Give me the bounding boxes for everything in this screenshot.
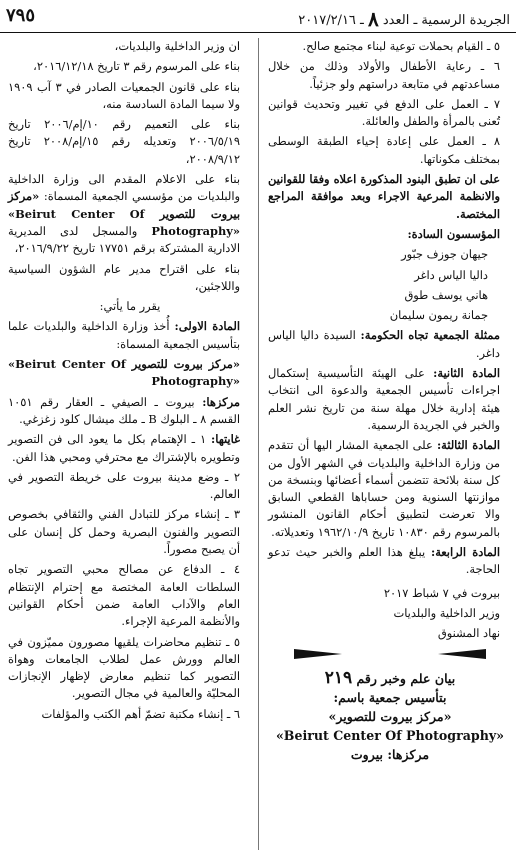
goal-1-text: ١ ـ الإهتمام بكل ما يعود الى فن التصوير وتطويره بالإشتراك مع محترفي ومحبي هذا الفن.: [8, 432, 240, 464]
goal-4: ٤ ـ الدفاع عن مصالح محبي التصوير تجاه السلطات العامة المختصة مع إحترام الإنتظام العام والآداب العامة ضمن أحكام القوانين والأنظمة المرعية الإجراء.: [8, 562, 240, 629]
notice-number: ٢١٩: [324, 667, 353, 688]
notification-text: بناء على الاعلام المقدم الى وزارة الداخلية والبلديات من مؤسسي الجمعية المسماة:: [8, 172, 240, 204]
founders-title: المؤسسون السادة:: [407, 226, 500, 241]
rep-label: ممثلة الجمعية تجاه الحكومة:: [360, 328, 500, 343]
signature-title: وزير الداخلية والبلديات: [393, 605, 500, 620]
proposal-reference: بناء على اقتراح مدير عام الشؤون السياسية واللاجئين،: [8, 261, 240, 293]
goal-2: ٢ ـ وضع مدينة بيروت على خريطة التصوير في العالم.: [8, 469, 240, 502]
page-number: ٧٩٥: [6, 5, 36, 26]
article-2: [268, 365, 512, 434]
notification-assoc-name: «مركز بيروت للتصوير: [8, 189, 241, 221]
column-separator: [258, 38, 259, 850]
decree-reference: بناء على المرسوم رقم ٣ تاريخ ٢٠١٦/١٢/١٨،: [33, 59, 240, 74]
association-name-en: «Beirut Center Of Photography»: [8, 357, 240, 389]
notice-heading: [268, 669, 512, 688]
decides-heading: يقرر ما يأتي:: [99, 299, 161, 314]
compliance-clause: على ان تطبق البنود المذكورة اعلاه وفقا للقوانين والانظمة المرعية الاجراء وبعد موافقة المراجع المختصة.: [268, 172, 500, 221]
associations-law: بناء على قانون الجمعيات الصادر في ٣ آب ١٩٠٩ ولا سيما المادة السادسة منه،: [8, 79, 240, 111]
article-2-label: المادة الثانية:: [433, 366, 500, 381]
right-column: [268, 38, 512, 764]
founder-3: هاني يوسف طوق: [404, 287, 488, 302]
founder-2: داليا الياس داغر: [414, 267, 488, 282]
notification-assoc-en: «Beirut Center Of Photography»: [8, 206, 241, 238]
article-4-text: يبلغ هذا العلم والخبر حيث تدعو الحاجة.: [268, 545, 500, 577]
article-4-label: المادة الرابعة:: [430, 545, 500, 560]
gazette-name: الجريدة الرسمية ـ العدد: [382, 13, 510, 28]
goal-1: [8, 431, 252, 466]
article-4: [268, 544, 512, 579]
founder-1: جيهان جوزف جبّور: [401, 247, 488, 262]
article-1: [8, 318, 252, 353]
gazette-title: [298, 7, 510, 31]
left-column: [8, 38, 252, 726]
goal-8: ٨ ـ العمل على إعادة إحياء الطبقة الوسطى بمختلف مكوناتها.: [268, 134, 500, 166]
notification-reference: [8, 171, 252, 257]
notice-title: بيان علم وخبر رقم: [356, 670, 456, 686]
notice-name-en: «Beirut Center Of Photography»: [275, 727, 505, 743]
issue-date: ـ ٢٠١٧/٢/١٦: [298, 13, 364, 28]
circular-reference: بناء على التعميم رقم ١٠/إم/٢٠٠٦ تاريخ ٢٠٠٦/٥/١٩ وتعديله رقم ١٥/إم/٢٠٠٨ تاريخ ٢٠٠٨/٩/١٢،: [8, 117, 240, 166]
association-name-ar: «مركز بيروت للتصوير: [131, 357, 240, 372]
notification-registration: والمسجل لدى المديرية الادارية المشتركة برقم ١٧٧٥١ تاريخ ٢٠١٦/٩/٢٢،: [8, 223, 240, 256]
minister-intro: ان وزير الداخلية والبلديات،: [114, 39, 240, 53]
article-2-text: على الهيئة التأسيسية إستكمال اجراءات تأسيس الجمعية والدعوة الى انتخاب هيئة إدارية خلال مهلة سنة من تاريخ نشر العلم والخبر في الجريدة الرسمية.: [268, 366, 500, 432]
goal-5-left: ٥ ـ تنظيم محاضرات يلقيها مصورون مميّزون في العالم وورش عمل لطلاب الجامعات وهواة التصوير كما تنظيم معارض لإظهار الإنجازات المحليّة والعالمية في مجال التصوير.: [8, 634, 240, 701]
goal-5: ٥ ـ القيام بحملات توعية لبناء مجتمع صالح.: [302, 39, 500, 53]
rep-value: السيدة داليا الياس داغر.: [268, 328, 500, 360]
article-1-label: المادة الاولى:: [174, 319, 241, 334]
goal-6-left: ٦ ـ إنشاء مكتبة تضمّ أهم الكتب والمؤلفات: [41, 706, 240, 721]
goal-3: ٣ ـ إنشاء مركز للتبادل الفني والثقافي بخصوص التصوير والفنون البصرية وحمل كل إنسان على أن يصبح مصوراً.: [8, 507, 240, 557]
notice-subtitle: بتأسيس جمعية باسم:: [333, 689, 447, 705]
issue-number: ٨: [368, 7, 379, 31]
signature-date: بيروت في ٧ شباط ٢٠١٧: [383, 585, 500, 600]
section-divider: [268, 647, 512, 661]
article-3: [268, 437, 512, 541]
hq-text: بيروت ـ الصيفي ـ العقار رقم ١٠٥١ القسم ٨ ـ البلوك B ـ ملك ميشال كلود زغزغي.: [8, 394, 240, 426]
article-3-text: على الجمعية المشار اليها أن تتقدم من وزارة الداخلية والبلديات في الشهر الأول من كل سنة بلائحة تتضمن أسماء أعضائها وبنسخة من موازنتها السنوية ومن حساباها القطعي السابق والا تعرضت لتطبيق أحكام القانون المنشور بالمرسوم رقم ١٠٨٣٠ تاريخ ١٩٦٢/١٠/٩ وتعديلاته.: [268, 438, 500, 539]
article-1-text: أُخذ وزارة الداخلية والبلديات علما بتأسيس الجمعية المسماة:: [8, 319, 240, 351]
article-3-label: المادة الثالثة:: [436, 438, 500, 453]
goals-label: غايتها:: [211, 432, 240, 447]
government-representative: [268, 327, 512, 362]
goal-7: ٧ ـ العمل على الدفع في تغيير وتحديث قوانين تُعنى بالمرأة والطفل والعائلة.: [268, 96, 500, 129]
headquarters: [8, 394, 252, 429]
goal-6: ٦ ـ رعاية الأطفال والأولاد وذلك من خلال مساعدتهم في متابعة دراستهم ولو جزئياً.: [268, 59, 500, 91]
association-name: [8, 356, 252, 391]
signature-name: نهاد المشنوق: [437, 626, 500, 641]
notice-name-ar: «مركز بيروت للتصوير»: [328, 708, 452, 724]
notice-hq: مركزها: بيروت: [350, 746, 430, 762]
page-header: [0, 0, 516, 33]
founder-4: جمانة ريمون سليمان: [389, 308, 488, 323]
hq-label: مركزها:: [202, 394, 240, 409]
